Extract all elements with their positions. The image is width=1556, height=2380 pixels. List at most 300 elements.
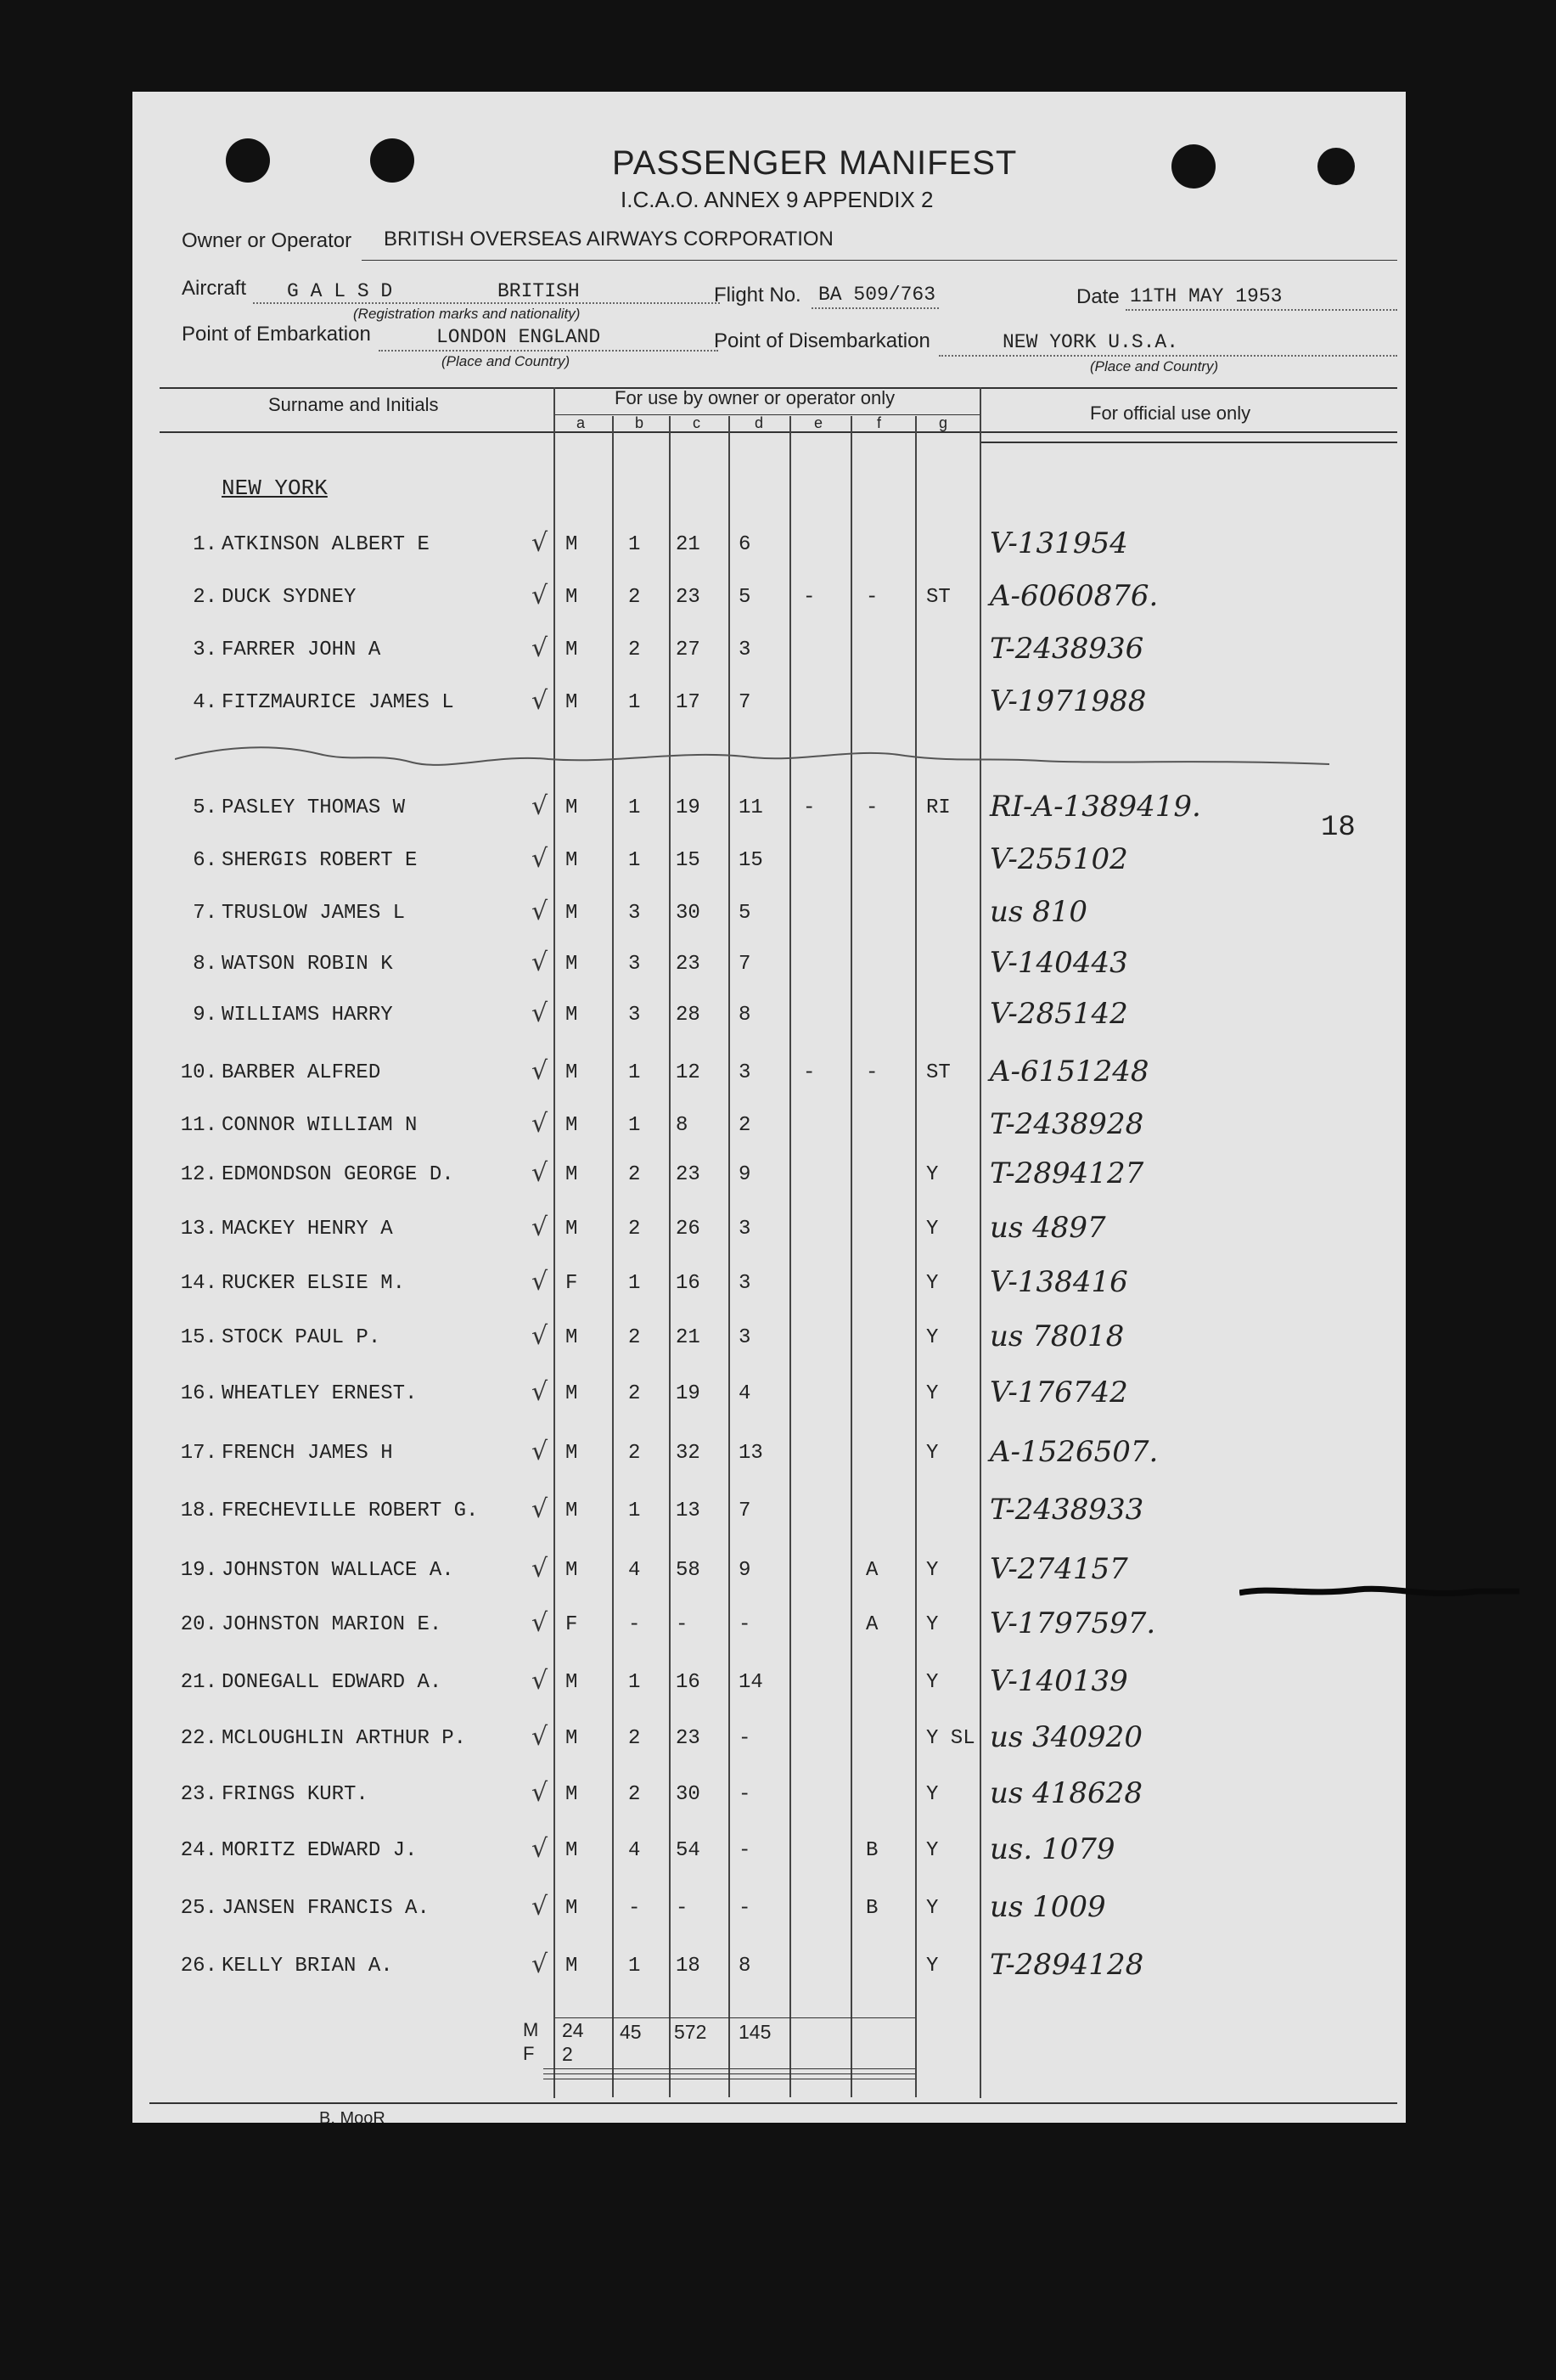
cell-c: 8 (676, 1114, 688, 1137)
cell-name: FITZMAURICE JAMES L (222, 691, 454, 714)
cell-a: M (565, 639, 578, 661)
cell-a: M (565, 1061, 578, 1084)
cell-name: KELLY BRIAN A. (222, 1955, 393, 1978)
cell-official: T-2894127 (990, 1156, 1144, 1190)
cell-name: JOHNSTON WALLACE A. (222, 1559, 454, 1582)
aircraft-nationality: BRITISH (497, 280, 580, 302)
passenger-row (132, 1493, 1406, 1533)
cell-a: M (565, 1004, 578, 1027)
cell-d: 14 (739, 1671, 763, 1694)
cell-b: 3 (628, 1004, 641, 1027)
embarkation-note: (Place and Country) (441, 353, 570, 369)
cell-b: - (628, 1613, 641, 1636)
cell-name: TRUSLOW JAMES L (222, 902, 406, 925)
margin-note: 18 (1321, 812, 1356, 844)
sub-column-label: b (635, 414, 644, 431)
totals-m-label: M (523, 2019, 539, 2040)
cell-d: 5 (739, 902, 751, 925)
cell-d: 15 (739, 849, 763, 872)
check-mark-icon: √ (531, 1778, 548, 1808)
embarkation-label: Point of Embarkation (182, 323, 371, 346)
check-mark-icon: √ (531, 1213, 548, 1242)
cell-f: - (866, 586, 879, 609)
cell-d: 3 (739, 1326, 751, 1349)
cell-d: 3 (739, 639, 751, 661)
check-mark-icon: √ (531, 686, 548, 716)
cell-g: Y (926, 1326, 939, 1349)
passenger-row (132, 1776, 1406, 1817)
cell-c: - (676, 1613, 688, 1636)
cell-official: us 1009 (990, 1890, 1106, 1924)
passenger-row (132, 632, 1406, 672)
cell-c: 23 (676, 586, 700, 609)
cell-d: - (739, 1839, 751, 1862)
cell-b: 2 (628, 639, 641, 661)
form-title: PASSENGER MANIFEST (612, 144, 1018, 182)
cell-b: 1 (628, 1272, 641, 1295)
cell-no: 17. (180, 1442, 217, 1465)
cell-b: 1 (628, 1499, 641, 1522)
aircraft-registration: G A L S D (287, 280, 393, 302)
check-mark-icon: √ (531, 1377, 548, 1407)
passenger-row (132, 1832, 1406, 1873)
cell-b: 1 (628, 691, 641, 714)
cell-a: M (565, 1499, 578, 1522)
cell-a: M (565, 1326, 578, 1349)
cell-name: RUCKER ELSIE M. (222, 1272, 406, 1295)
cell-official: A-1526507. (990, 1435, 1159, 1469)
passenger-row (132, 1890, 1406, 1931)
check-mark-icon: √ (531, 1158, 548, 1188)
cell-a: M (565, 586, 578, 609)
cell-name: FRINGS KURT. (222, 1783, 368, 1806)
cell-c: 58 (676, 1559, 700, 1582)
cell-g: Y (926, 1897, 939, 1920)
cell-no: 12. (180, 1163, 217, 1186)
owner-label: Owner or Operator (182, 229, 352, 252)
cell-f: - (866, 1061, 879, 1084)
cell-b: - (628, 1897, 641, 1920)
embarkation-value: LONDON ENGLAND (436, 326, 601, 348)
check-mark-icon: √ (531, 1109, 548, 1139)
sub-column-label: g (939, 414, 948, 431)
cell-f: B (866, 1839, 879, 1862)
cell-b: 2 (628, 1783, 641, 1806)
passenger-row (132, 684, 1406, 725)
passenger-row (132, 790, 1406, 830)
passenger-row (132, 1606, 1406, 1647)
cell-no: 21. (180, 1671, 217, 1694)
cell-official: V-138416 (990, 1265, 1128, 1299)
cell-d: 2 (739, 1114, 751, 1137)
cell-no: 10. (180, 1061, 217, 1084)
cell-b: 1 (628, 849, 641, 872)
cell-g: Y (926, 1218, 939, 1241)
passenger-row (132, 526, 1406, 567)
cell-a: M (565, 1218, 578, 1241)
cell-no: 23. (180, 1783, 217, 1806)
cell-official: V-1797597. (990, 1606, 1156, 1640)
passenger-row (132, 1664, 1406, 1705)
cell-a: M (565, 1382, 578, 1405)
cell-g: Y (926, 1613, 939, 1636)
cell-g: ST (926, 1061, 951, 1084)
cell-g: Y (926, 1671, 939, 1694)
cell-name: DUCK SYDNEY (222, 586, 357, 609)
cell-d: 7 (739, 953, 751, 976)
cell-official: us 340920 (990, 1720, 1143, 1754)
cell-a: M (565, 902, 578, 925)
cell-b: 1 (628, 1061, 641, 1084)
check-mark-icon: √ (531, 1608, 548, 1638)
cell-f: A (866, 1613, 879, 1636)
cell-a: M (565, 1897, 578, 1920)
cell-d: 8 (739, 1004, 751, 1027)
cell-no: 26. (180, 1955, 217, 1978)
cell-c: 19 (676, 1382, 700, 1405)
flight-number: BA 509/763 (818, 284, 936, 306)
cell-d: - (739, 1783, 751, 1806)
punch-hole (1317, 148, 1355, 185)
cell-no: 6. (193, 849, 217, 872)
check-mark-icon: √ (531, 1834, 548, 1864)
cell-a: M (565, 953, 578, 976)
cell-c: 21 (676, 1326, 700, 1349)
cell-name: STOCK PAUL P. (222, 1326, 381, 1349)
cell-g: ST (926, 586, 951, 609)
cell-c: 16 (676, 1671, 700, 1694)
check-mark-icon: √ (531, 1267, 548, 1297)
cell-official: A-6060876. (990, 579, 1159, 613)
cell-b: 2 (628, 586, 641, 609)
check-mark-icon: √ (531, 1892, 548, 1921)
cell-c: 23 (676, 1727, 700, 1750)
cell-official: T-2438936 (990, 632, 1144, 666)
cell-b: 1 (628, 533, 641, 556)
col-owner-header: For use by owner or operator only (615, 387, 896, 408)
cell-name: WILLIAMS HARRY (222, 1004, 393, 1027)
check-mark-icon: √ (531, 1950, 548, 1979)
cell-no: 24. (180, 1839, 217, 1862)
cell-f: B (866, 1897, 879, 1920)
passenger-row (132, 1319, 1406, 1360)
col-name-header: Surname and Initials (268, 394, 439, 415)
cell-b: 2 (628, 1382, 641, 1405)
totals-female: 2 (562, 2043, 573, 2065)
cell-name: WHEATLEY ERNEST. (222, 1382, 418, 1405)
owner-value: BRITISH OVERSEAS AIRWAYS CORPORATION (384, 228, 834, 250)
cell-c: 30 (676, 902, 700, 925)
cell-d: 3 (739, 1218, 751, 1241)
check-mark-icon: √ (531, 528, 548, 558)
cell-g: Y (926, 1955, 939, 1978)
cell-d: 9 (739, 1163, 751, 1186)
cell-official: T-2438933 (990, 1493, 1144, 1527)
cell-g: Y (926, 1442, 939, 1465)
check-mark-icon: √ (531, 791, 548, 821)
sub-column-label: f (877, 414, 882, 431)
passenger-row (132, 946, 1406, 987)
cell-b: 1 (628, 1671, 641, 1694)
cell-d: 6 (739, 533, 751, 556)
cell-b: 4 (628, 1559, 641, 1582)
cell-c: 16 (676, 1272, 700, 1295)
cell-c: 30 (676, 1783, 700, 1806)
cell-official: V-140139 (990, 1664, 1128, 1698)
check-mark-icon: √ (531, 581, 548, 610)
cell-name: MACKEY HENRY A (222, 1218, 393, 1241)
passenger-row (132, 1211, 1406, 1252)
totals-f-label: F (523, 2043, 535, 2064)
cell-c: 13 (676, 1499, 700, 1522)
cell-no: 15. (180, 1326, 217, 1349)
ink-smudge (1239, 1579, 1528, 1605)
passenger-row (132, 1948, 1406, 1989)
cell-a: M (565, 1671, 578, 1694)
cell-name: JOHNSTON MARION E. (222, 1613, 442, 1636)
cell-official: us. 1079 (990, 1832, 1115, 1866)
cell-g: Y SL (926, 1727, 975, 1750)
cell-no: 25. (180, 1897, 217, 1920)
cell-no: 8. (193, 953, 217, 976)
cell-a: M (565, 1114, 578, 1137)
cell-d: 13 (739, 1442, 763, 1465)
date-label: Date (1076, 285, 1120, 308)
punch-hole (226, 138, 270, 183)
cell-c: 19 (676, 796, 700, 819)
cell-name: ATKINSON ALBERT E (222, 533, 430, 556)
cell-no: 22. (180, 1727, 217, 1750)
cell-c: 28 (676, 1004, 700, 1027)
cell-a: F (565, 1613, 578, 1636)
cell-a: M (565, 1839, 578, 1862)
punch-hole (370, 138, 414, 183)
sub-column-label: d (755, 414, 764, 431)
cell-no: 7. (193, 902, 217, 925)
totals-b: 45 (620, 2021, 642, 2043)
cell-a: M (565, 796, 578, 819)
cell-b: 2 (628, 1218, 641, 1241)
cell-no: 20. (180, 1613, 217, 1636)
cell-e: - (803, 586, 816, 609)
cell-name: FARRER JOHN A (222, 639, 381, 661)
cell-official: us 4897 (990, 1211, 1106, 1245)
cell-a: M (565, 1955, 578, 1978)
cell-name: MCLOUGHLIN ARTHUR P. (222, 1727, 467, 1750)
cell-no: 9. (193, 1004, 217, 1027)
passenger-row (132, 895, 1406, 936)
cell-d: 5 (739, 586, 751, 609)
cell-name: MORITZ EDWARD J. (222, 1839, 418, 1862)
cell-b: 3 (628, 953, 641, 976)
cell-c: 17 (676, 691, 700, 714)
cell-no: 3. (193, 639, 217, 661)
cell-b: 4 (628, 1839, 641, 1862)
passenger-row (132, 1055, 1406, 1095)
passenger-row (132, 1156, 1406, 1197)
col-official-header: For official use only (1090, 402, 1251, 424)
cell-name: EDMONDSON GEORGE D. (222, 1163, 454, 1186)
check-mark-icon: √ (531, 1666, 548, 1696)
cell-f: - (866, 796, 879, 819)
cell-no: 2. (193, 586, 217, 609)
passenger-row (132, 1265, 1406, 1306)
check-mark-icon: √ (531, 1056, 548, 1086)
manifest-page (132, 92, 1406, 2123)
cell-a: M (565, 1163, 578, 1186)
cell-a: M (565, 1783, 578, 1806)
cell-name: DONEGALL EDWARD A. (222, 1671, 442, 1694)
totals-c: 572 (674, 2021, 707, 2043)
cell-b: 1 (628, 796, 641, 819)
footer-partial-text: B. MooR (319, 2109, 385, 2123)
cell-c: - (676, 1897, 688, 1920)
passenger-row (132, 1552, 1406, 1593)
date-value: 11TH MAY 1953 (1130, 285, 1283, 307)
cell-d: - (739, 1897, 751, 1920)
cell-d: - (739, 1613, 751, 1636)
cell-c: 32 (676, 1442, 700, 1465)
flight-label: Flight No. (714, 284, 801, 307)
cell-no: 4. (193, 691, 217, 714)
cell-a: M (565, 849, 578, 872)
check-mark-icon: √ (531, 897, 548, 926)
cell-a: M (565, 1727, 578, 1750)
cell-g: RI (926, 796, 951, 819)
cell-name: WATSON ROBIN K (222, 953, 393, 976)
cell-f: A (866, 1559, 879, 1582)
sub-column-label: c (693, 414, 700, 431)
cell-d: 4 (739, 1382, 751, 1405)
cell-c: 15 (676, 849, 700, 872)
aircraft-label: Aircraft (182, 277, 247, 300)
punch-hole (1171, 144, 1216, 188)
check-mark-icon: √ (531, 1554, 548, 1584)
cell-c: 18 (676, 1955, 700, 1978)
check-mark-icon: √ (531, 1722, 548, 1752)
aircraft-note: (Registration marks and nationality) (353, 306, 581, 322)
totals-male: 24 (562, 2019, 584, 2041)
check-mark-icon: √ (531, 633, 548, 663)
cell-official: us 78018 (990, 1319, 1125, 1353)
cell-a: F (565, 1272, 578, 1295)
cell-d: 9 (739, 1559, 751, 1582)
cell-no: 13. (180, 1218, 217, 1241)
cell-d: 3 (739, 1272, 751, 1295)
cell-c: 21 (676, 533, 700, 556)
cell-official: V-285142 (990, 997, 1128, 1031)
cell-official: T-2894128 (990, 1948, 1144, 1982)
cell-no: 5. (193, 796, 217, 819)
check-mark-icon: √ (531, 948, 548, 977)
cell-c: 23 (676, 953, 700, 976)
cell-name: FRENCH JAMES H (222, 1442, 393, 1465)
cell-g: Y (926, 1163, 939, 1186)
passenger-row (132, 842, 1406, 883)
passenger-row (132, 1107, 1406, 1148)
cell-official: V-131954 (990, 526, 1128, 560)
cell-official: V-140443 (990, 946, 1128, 980)
cell-official: RI-A-1389419. (990, 790, 1201, 824)
cell-g: Y (926, 1783, 939, 1806)
passenger-row (132, 1435, 1406, 1476)
passenger-row (132, 1376, 1406, 1416)
cell-no: 19. (180, 1559, 217, 1582)
cell-official: V-176742 (990, 1376, 1128, 1409)
check-mark-icon: √ (531, 1321, 548, 1351)
cell-official: us 810 (990, 895, 1088, 929)
sub-column-label: a (576, 414, 586, 431)
check-mark-icon: √ (531, 1437, 548, 1466)
cell-official: A-6151248 (990, 1055, 1149, 1089)
disembarkation-value: NEW YORK U.S.A. (1003, 331, 1179, 353)
cell-no: 16. (180, 1382, 217, 1405)
cell-d: - (739, 1727, 751, 1750)
cell-b: 1 (628, 1114, 641, 1137)
cell-b: 2 (628, 1163, 641, 1186)
cell-b: 3 (628, 902, 641, 925)
cell-d: 8 (739, 1955, 751, 1978)
disembarkation-label: Point of Disembarkation (714, 329, 930, 352)
cell-no: 11. (180, 1114, 217, 1137)
cell-official: V-274157 (990, 1552, 1128, 1586)
cell-d: 11 (739, 796, 763, 819)
cell-name: BARBER ALFRED (222, 1061, 381, 1084)
section-heading: NEW YORK (222, 475, 328, 501)
totals-d: 145 (739, 2021, 772, 2043)
check-mark-icon: √ (531, 999, 548, 1028)
cell-c: 27 (676, 639, 700, 661)
passenger-row (132, 997, 1406, 1038)
cell-a: M (565, 1559, 578, 1582)
cell-e: - (803, 1061, 816, 1084)
cell-no: 14. (180, 1272, 217, 1295)
cell-b: 2 (628, 1442, 641, 1465)
cell-a: M (565, 533, 578, 556)
passenger-row (132, 579, 1406, 620)
omission-wave (175, 737, 1329, 771)
check-mark-icon: √ (531, 844, 548, 874)
cell-g: Y (926, 1839, 939, 1862)
cell-official: us 418628 (990, 1776, 1143, 1810)
cell-no: 18. (180, 1499, 217, 1522)
disembarkation-note: (Place and Country) (1090, 358, 1219, 374)
cell-b: 2 (628, 1326, 641, 1349)
cell-name: JANSEN FRANCIS A. (222, 1897, 430, 1920)
cell-name: CONNOR WILLIAM N (222, 1114, 418, 1137)
cell-no: 1. (193, 533, 217, 556)
cell-b: 2 (628, 1727, 641, 1750)
cell-g: Y (926, 1272, 939, 1295)
cell-a: M (565, 1442, 578, 1465)
cell-name: FRECHEVILLE ROBERT G. (222, 1499, 479, 1522)
cell-c: 26 (676, 1218, 700, 1241)
cell-official: V-255102 (990, 842, 1128, 876)
cell-d: 3 (739, 1061, 751, 1084)
cell-e: - (803, 796, 816, 819)
cell-c: 54 (676, 1839, 700, 1862)
cell-official: T-2438928 (990, 1107, 1144, 1141)
sub-column-label: e (814, 414, 823, 431)
cell-g: Y (926, 1559, 939, 1582)
cell-c: 12 (676, 1061, 700, 1084)
check-mark-icon: √ (531, 1494, 548, 1524)
cell-name: PASLEY THOMAS W (222, 796, 406, 819)
cell-official: V-1971988 (990, 684, 1147, 718)
passenger-row (132, 1720, 1406, 1761)
cell-d: 7 (739, 691, 751, 714)
cell-a: M (565, 691, 578, 714)
